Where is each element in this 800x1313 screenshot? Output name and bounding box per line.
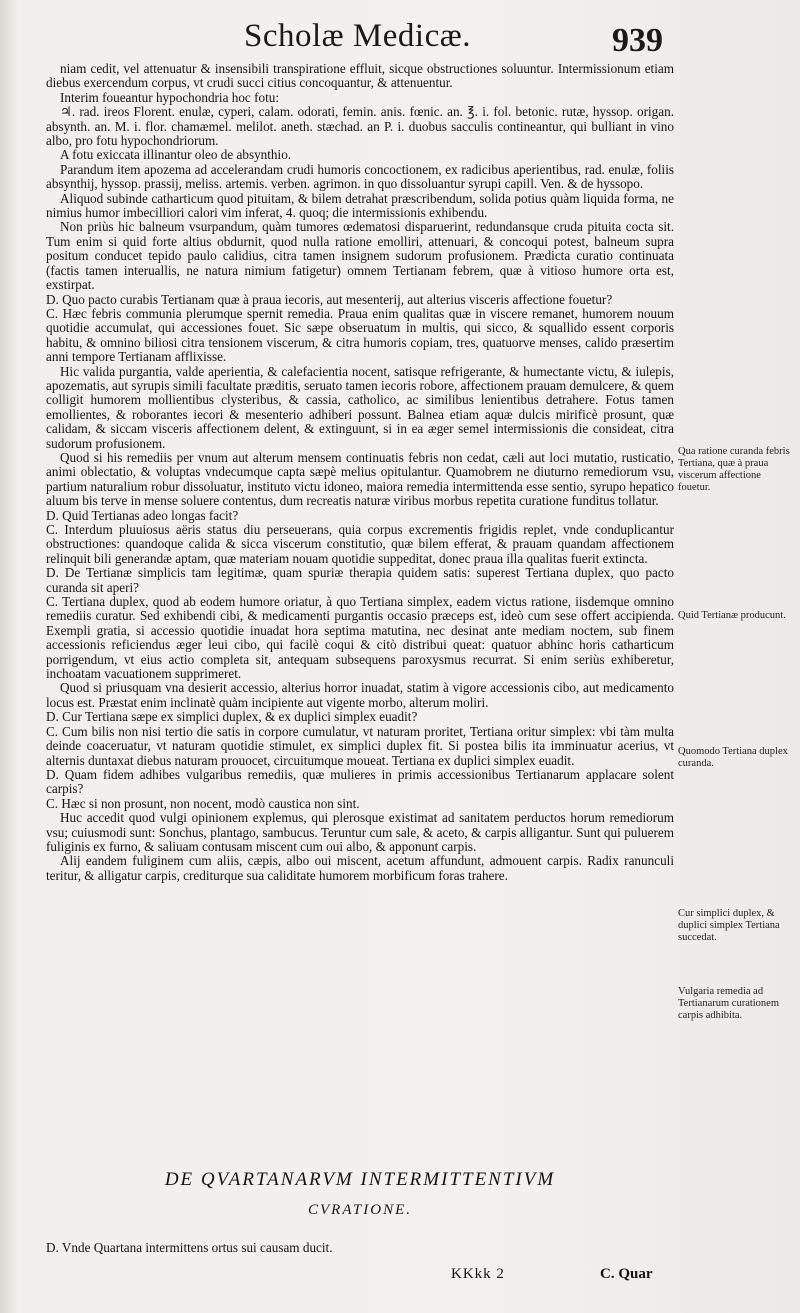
recipe-paragraph: ♃. rad. ireos Florent. enulæ, cyperi, calam. odorati, femin. anis. fœnic. an. ℥. i. fol. betonic. rutæ, hyssop. origan. absynth. an. M. i. flor. chamæmel. melilot. aneth. stæchad. an P. i. duobus sacculis contineantur, qui bulliant in vino albo, pro fotu hypochondriorum. [46, 104, 674, 149]
answer-paragraph: C. Tertiana duplex, quod ab eodem humore oriatur, à quo Tertiana simplex, eadem victus ratione, iisdemque omnino remediis curatur. Sed exhibendi cibi, & medicamenti purgantis occasio præceps est, ideò cum sese offert accipienda. Exempli gratia, si accessio quotidie inuadat hora septima matutina, nec desinat ante mediam noctem, sub finem accessionis reficiendus æger leui cibo, qui facilè coqui & citò distribui queat: quatuor abhinc horis catharticum porrigendum, vt eius actio completa sit, antequam subsequens paroxysmus recurrat. Si enim seriùs exhiberetur, inchoatam vacuationem supprimeret. [46, 594, 674, 682]
margin-note-tertiana-duplex: Quomodo Tertiana duplex curanda. [678, 746, 788, 769]
margin-note-tertianae-producunt: Quid Tertianæ producunt. [678, 610, 786, 621]
final-question: D. Vnde Quartana intermittens ortus sui causam ducit. [46, 1240, 333, 1255]
paragraph: Quod si his remediis per vnum aut alterum mensem continuatis febris non cedat, cæli aut loci mutatio, rusticatio, animi oblectatio, & voluptas vndecumque capta sæpè melius opitulantur. Quamobrem ne diuturno remediorum vsu, partium naturalium robur dissoluatur, instituto victu idoneo, maiora remedia intermittenda esse sentio, syrupo hepatico aluum bis terve in mense soluere contentus, dum recreatis naturæ viribus morbus repetita curatione funditus tollatur. [46, 449, 674, 509]
main-text-column [46, 62, 674, 883]
page-number: 939 [612, 22, 663, 59]
section-heading: DE QVARTANARVM INTERMITTENTIVM [164, 1169, 556, 1190]
paragraph: Huc accedit quod vulgi opinionem explemus, qui plerosque existimat ad sanitatem perductos horum remediorum vsu; cuiusmodi sunt: Sonchus, plantago, sambucus. Teruntur cum sale, & aceto, & carpis alligantur. Sunt qui puluerem fuliginis ex furno, & saliuam contusam miscent cum oui albo, & apponunt carpis. [46, 810, 674, 854]
paragraph: niam cedit, vel attenuatur & insensibili transpiratione effluit, sicque obstructiones soluuntur. Intermissionum etiam diebus exercendum corpus, vt crudi succi citius concoquantur, & attenuentur. [46, 61, 674, 91]
question-paragraph: D. Quid Tertianas adeo longas facit? [46, 507, 239, 523]
section-subheading: CVRATIONE. [307, 1202, 413, 1218]
page-header [0, 14, 800, 66]
question-paragraph: D. De Tertianæ simplicis tam legitimæ, quam spuriæ therapia quidem satis: superest Tertiana duplex, quo pacto curanda sit aperi? [46, 565, 674, 595]
question-paragraph: D. Cur Tertiana sæpe ex simplici duplex, & ex duplici simplex euadit? [46, 709, 418, 725]
answer-paragraph: C. Cum bilis non nisi tertio die satis in corpore cumulatur, vt naturam proritet, Tertiana oritur simplex: vbi tàm multa deinde coaceruatur, vt naturam quotidie stimulet, ex simplici duplex fit. Si postea bilis ita imminuatur acerius, vt alternis duntaxat diebus naturam prouocet, circuitumque moueat. Tertiana ex duplici simplex euadit. [46, 723, 674, 768]
paragraph: Parandum item apozema ad accelerandam crudi humoris concoctionem, ex radicibus aperientibus, rad. enulæ, foliis absynthij, hyssop. prassij, meliss. artemis. verben. agrimon. in quo dissoluantur syrupi capill. Ven. & de hyssopo. [46, 161, 674, 192]
question-paragraph: D. Quam fidem adhibes vulgaribus remediis, quæ mulieres in primis accessionibus Tertianarum applacare solent carpis? [46, 766, 674, 797]
question-paragraph: D. Quo pacto curabis Tertianam quæ à praua iecoris, aut mesenterij, aut alterius visceris affectione fouetur? [46, 291, 613, 307]
margin-note-vulgaria-remedia: Vulgaria remedia ad Tertianarum curationem carpis adhibita. [678, 986, 780, 1021]
margin-note-simplici-duplex: Cur simplici duplex, & duplici simplex Tertiana succedat. [678, 908, 780, 943]
answer-paragraph: C. Hæc si non prosunt, non nocent, modò caustica non sint. [46, 795, 360, 811]
paragraph: Alij eandem fuliginem cum aliis, cæpis, albo oui miscent, acetum affundunt, admouent carpis. Radix ranunculi teritur, & alligatur carpis, crediturque sua caliditate humorem morbificum foras trahere. [46, 853, 674, 883]
answer-paragraph: C. Hæc febris communia plerumque spernit remedia. Praua enim qualitas quæ in viscere remanet, humorem nouum quotidie accumulat, qui accessiones fouet. Sic sæpe obseruatum in multis, qui sicco, & squallido essent corporis habitu, & omnino biliosi citra tensionem viscerum, & citra humoris copiam, tres, quatuorve menses, calido præsertim anni tempore Tertianam afflixisse. [46, 305, 674, 365]
signature-mark: KKkk 2 [451, 1266, 505, 1282]
paragraph: Interim foueantur hypochondria hoc fotu: [60, 89, 279, 105]
paragraph: A fotu exiccata illinantur oleo de absynthio. [60, 147, 292, 163]
paragraph: Hic valida purgantia, valde aperientia, & calefacientia nocent, satisque refrigerante, & humectante victu, & iulepis, apozematis, aut syrupis simili facultate præditis, seruato tamen iecoris robore, affectionem prauam demulcere, & quem colligit humorem mollientibus clysteribus, & cassia, catholico, ac similibus lenientibus detrahere. Fotus tamen emollientes, & roborantes iecori & mesenterio adhiberi possunt. Balnea etiam aquæ dulcis mirificè prosunt, quæ calidam, & siccam visceris affectionem delent, & extinguunt, si in ea æger semel intermissionis die consideat, citra sudorum profusionem. [46, 363, 674, 451]
section-heading-block [46, 1168, 674, 1219]
running-title: Scholæ Medicæ. [244, 18, 471, 54]
paragraph: Aliquod subinde catharticum quod pituitam, & bilem detrahat præscribendum, solida potius quàm liquida forma, ne nimius humor imbecilliori calori vim inferat, 4. quoq; die intermissionis exhibendu. [46, 190, 674, 221]
catchword: C. Quar [600, 1266, 653, 1282]
paragraph: Quod si priusquam vna desierit accessio, alterius horror inuadat, statim à vigore accessionis cibo, aut medicamento locus est. Præstat enim inclinatè quàm incipiente aut vigente morbo, alterum moliri. [46, 680, 674, 710]
answer-paragraph: C. Interdum pluuiosus aëris status diu perseuerans, quia corpus excrementis frigidis replet, vnde conduplicantur obstructiones: quandoque calida & sicca viscerum constitutio, quæ bilem efferat, & prauam quandam affectionem relinquit bili generandæ aptam, quæ materiam nouam quotidie suppeditat, donec praua illa qualitas fuerit extincta. [46, 522, 674, 566]
margin-note-tertiana-viscerum: Qua ratione curanda febris Tertiana, quæ à praua viscerum affectione fouetur. [678, 446, 790, 493]
paragraph: Non priùs hic balneum vsurpandum, quàm tumores œdematosi disparuerint, redundansque cruda pituita cocta sit. Tum enim si quid forte altius obdurnit, quod nulla ratione emolliri, attenuari, & concoqui potest, balneum supra positum conducet tepido paulo calidius, citra tamen insignem sudorum profusionem. Prædicta curatio continuata (factis tamen interuallis, ne natura nimium fatigetur) omnem Tertianam febrem, quæ à vitioso humore orta est, exstirpat. [46, 219, 674, 293]
